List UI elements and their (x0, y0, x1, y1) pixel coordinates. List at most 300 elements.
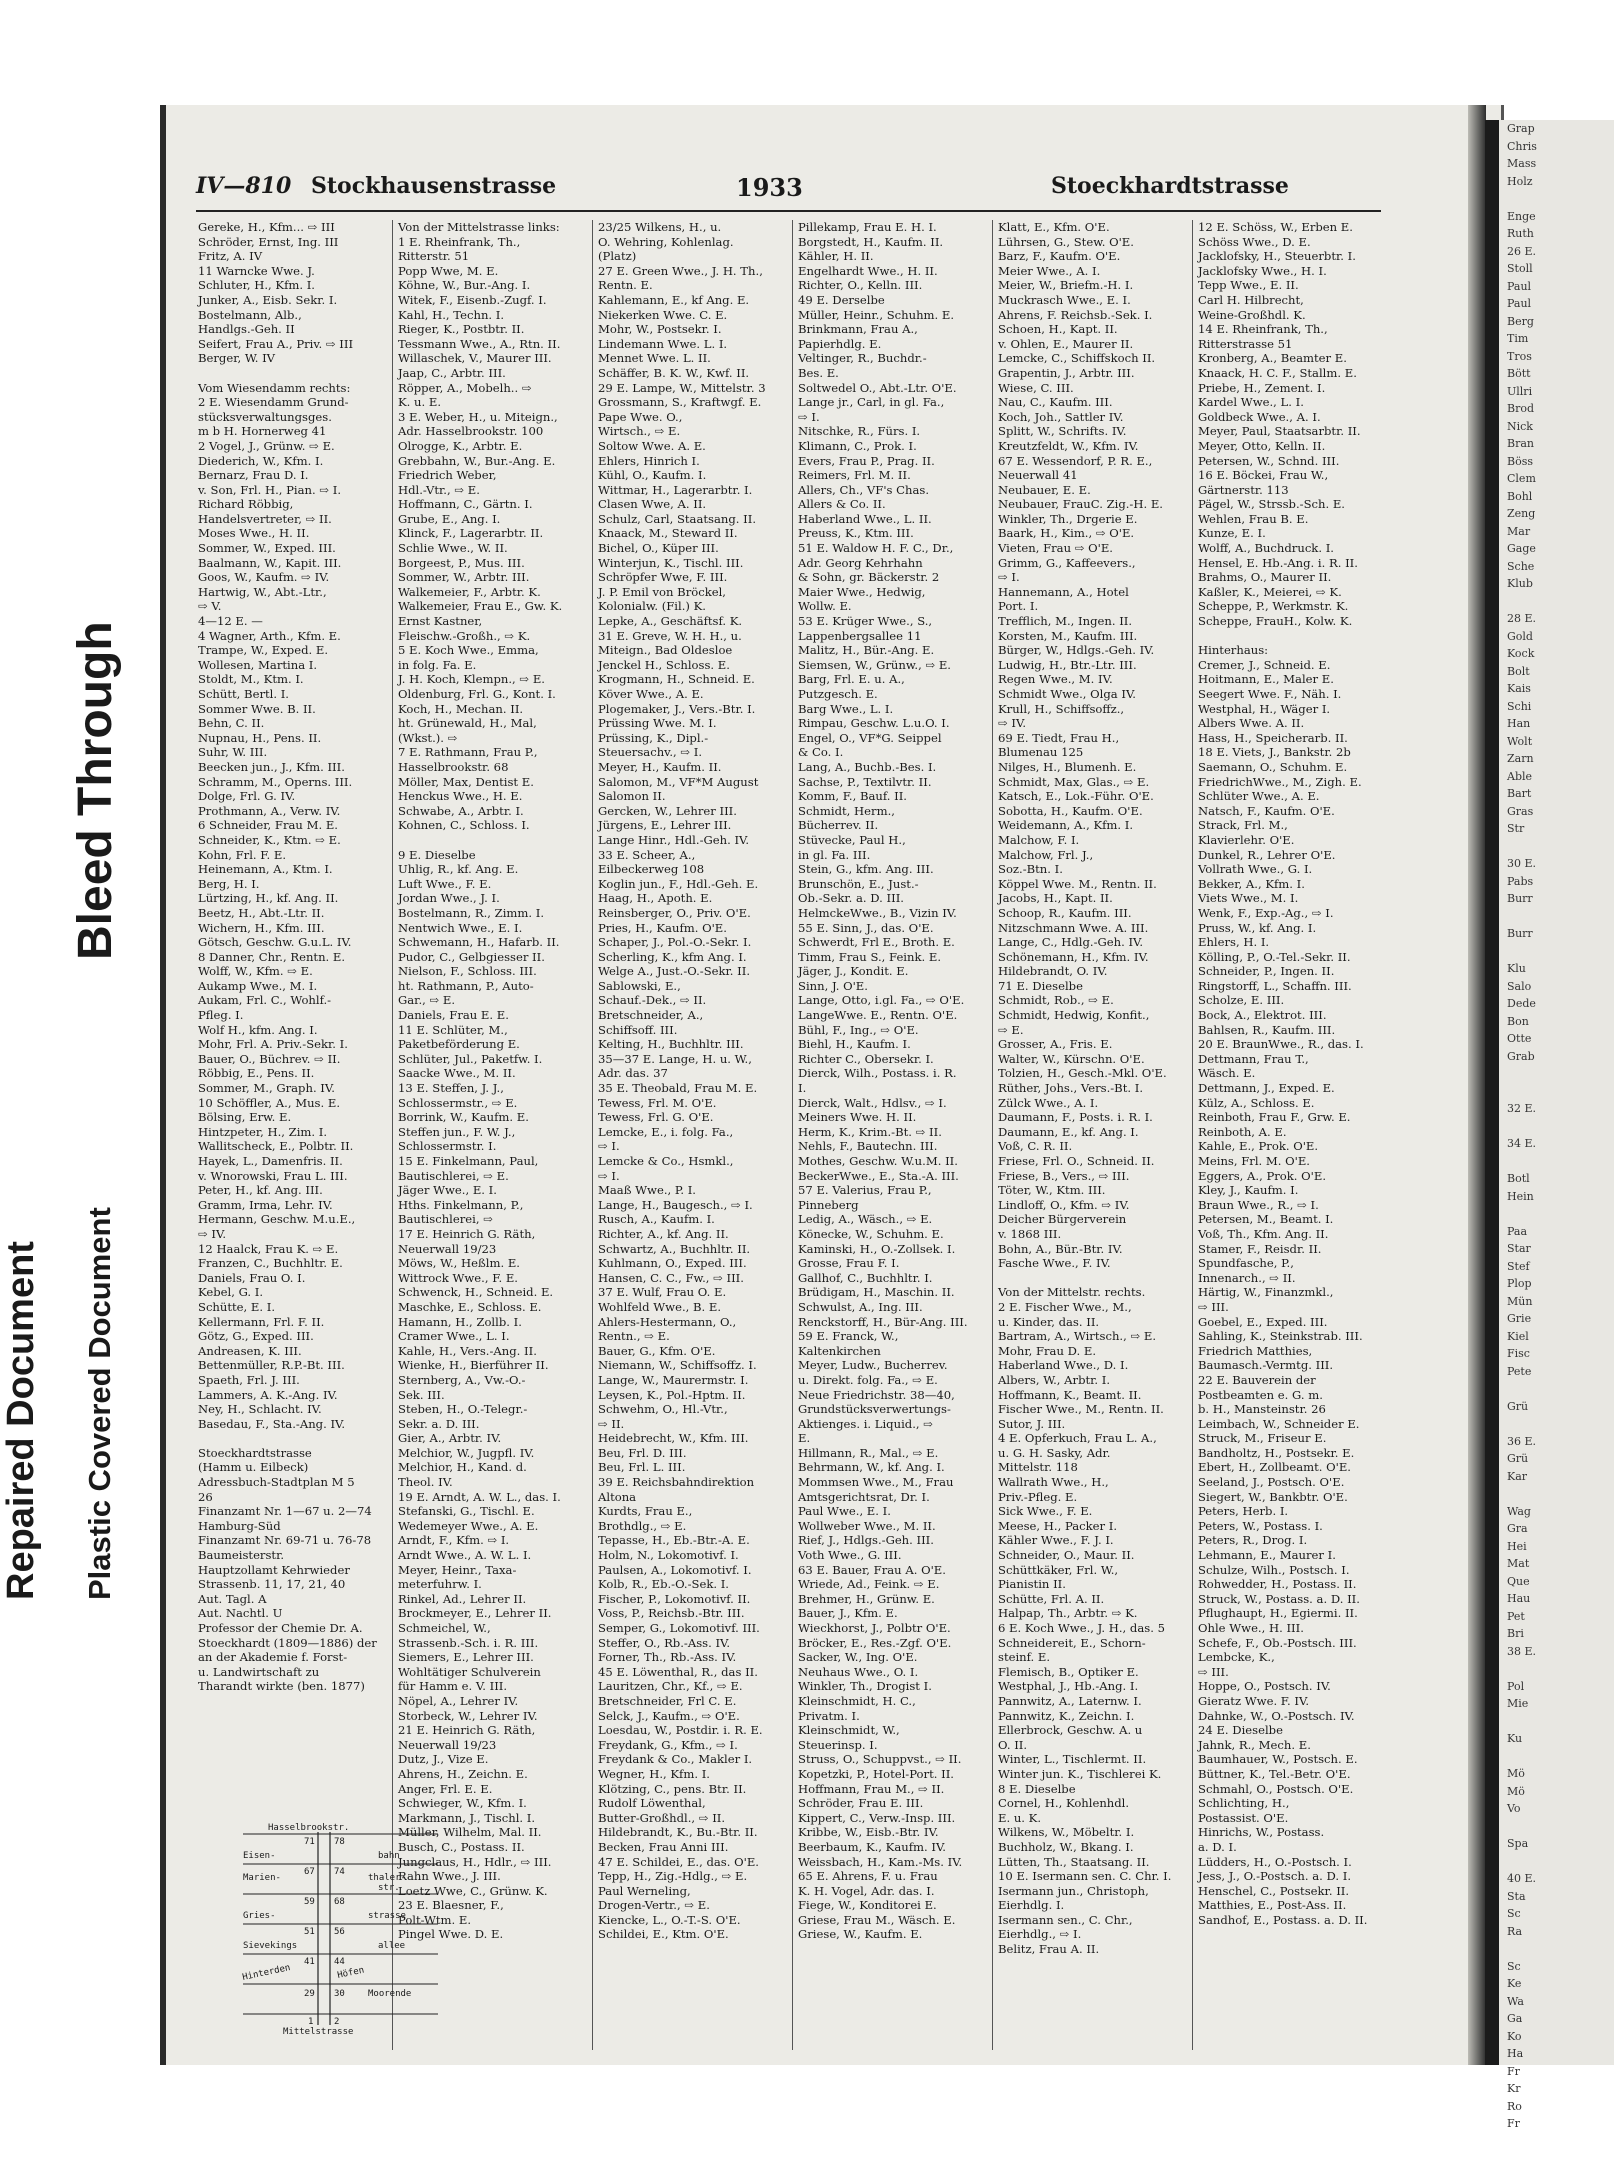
directory-entry: Nitzschmann Wwe. A. III. (998, 920, 1149, 935)
directory-entry: Vieten, Frau ⇨ O'E. (998, 541, 1113, 556)
directory-entry: Hildebrandt, O. IV. (998, 964, 1108, 979)
directory-entry: Selck, J., Kaufm., ⇨ O'E. (598, 1708, 740, 1723)
directory-entry: Koch, H., Mechan. II. (398, 701, 524, 716)
directory-page (160, 105, 1504, 2065)
directory-entry: in folg. Fa. E. (398, 657, 477, 672)
directory-entry: Clasen Wwe, A. II. (598, 497, 707, 512)
directory-entry: Viets Wwe., M. I. (1198, 891, 1299, 906)
directory-entry: Flemisch, B., Optiker E. (998, 1664, 1139, 1679)
directory-entry: Klötzing, C., pens. Btr. II. (598, 1781, 747, 1796)
directory-entry: Natsch, F., Kaufm. O'E. (1198, 803, 1335, 818)
map-label: 2 (334, 2017, 340, 2027)
directory-entry: Dahnke, W., O.-Postsch. IV. (1198, 1708, 1355, 1723)
directory-entry: Stein, G., kfm. Ang. III. (798, 862, 934, 877)
facing-page-fragment: Stef (1507, 1259, 1530, 1273)
directory-entry: Saemann, O., Schuhm. E. (1198, 759, 1348, 774)
facing-page-fragment (1499, 1380, 1614, 1398)
directory-entry: stücksverwaltungsges. (198, 409, 332, 424)
column-4 (798, 220, 988, 2050)
directory-entry: Adr. Georg Kehrhahn (798, 555, 923, 570)
facing-page-fragment: Mün (1507, 1294, 1533, 1308)
directory-entry: Lindemann Wwe. L. I. (598, 336, 728, 351)
directory-entry: Voth Wwe., G. III. (798, 1548, 902, 1563)
directory-entry: Dettmann, Frau T., (1198, 1051, 1309, 1066)
facing-page-fragment (1499, 1818, 1614, 1836)
facing-page-fragment: Bött (1507, 367, 1531, 380)
directory-entry: Freydank & Co., Makler I. (598, 1752, 753, 1767)
directory-entry: Bichel, O., Küper III. (598, 541, 719, 556)
directory-entry: 20 E. BraunWwe., R., das. I. (1198, 1037, 1364, 1052)
directory-entry: Wilkens, W., Möbeltr. I. (998, 1825, 1135, 1840)
book-gutter (1468, 105, 1486, 2065)
facing-page-fragment: Tim (1507, 332, 1529, 345)
facing-page-fragment (1499, 1065, 1614, 1083)
directory-entry: Sandhof, E., Postass. a. D. II. (1198, 1912, 1368, 1927)
facing-page-fragment (1499, 1205, 1614, 1223)
facing-page-fragment: Paul (1507, 279, 1532, 293)
directory-entry: Mohr, W., Postsekr. I. (598, 322, 722, 337)
directory-entry: BeckerWwe., E., Sta.-A. III. (798, 1168, 959, 1183)
directory-entry: Schauf.-Dek., ⇨ II. (598, 993, 707, 1008)
directory-entry: Mittelstr. 118 (998, 1460, 1078, 1475)
directory-entry: 23/25 Wilkens, H., u. (598, 220, 722, 234)
directory-entry: Pflughaupt, H., Egiermi. II. (1198, 1606, 1358, 1621)
directory-entry: 8 Danner, Chr., Rentn. E. (198, 949, 346, 964)
directory-entry: Nöpel, A., Lehrer IV. (398, 1693, 519, 1708)
facing-page-fragment: Pabs (1507, 874, 1534, 888)
directory-entry: Eierhdlg. I. (998, 1898, 1065, 1913)
directory-entry: Stamer, F., Reisdr. II. (1198, 1241, 1322, 1256)
directory-entry: Götz, G., Exped. III. (198, 1329, 314, 1344)
directory-entry: Lührsen, G., Stew. O'E. (998, 234, 1134, 249)
directory-entry: HelmckeWwe., B., Vizin IV. (798, 905, 957, 920)
directory-entry: Neubauer, E. E. (998, 482, 1091, 497)
directory-entry: Schulze, Wilh., Postsch. I. (1198, 1562, 1350, 1577)
directory-entry: Rohwedder, H., Postass. II. (1198, 1577, 1357, 1592)
directory-entry: Fasche Wwe., F. IV. (998, 1256, 1111, 1271)
facing-page-fragment: Hein (1507, 1189, 1534, 1203)
facing-page-fragment: Mie (1507, 1697, 1529, 1710)
directory-entry: Ringstorff, L., Schaffn. III. (1198, 978, 1352, 993)
directory-entry: Külz, A., Schloss. E. (1198, 1095, 1315, 1110)
directory-entry: Beu, Frl. L. III. (598, 1460, 686, 1475)
column-divider (592, 220, 593, 2050)
directory-entry: Rief, J., Hdlgs.-Geh. III. (798, 1533, 934, 1548)
directory-entry: Von der Mittelstr. rechts. (998, 1285, 1146, 1300)
column-divider (992, 220, 993, 2050)
directory-entry: Aktienges. i. Liquid., ⇨ (798, 1416, 933, 1431)
directory-entry: Schlüter, Jul., Paketfw. I. (398, 1051, 543, 1066)
directory-entry: Voß, Th., Kfm. Ang. II. (1198, 1226, 1329, 1241)
directory-entry: m b H. Hornerweg 41 (198, 424, 327, 439)
directory-entry: Wehlen, Frau B. E. (1198, 511, 1309, 526)
directory-entry: Priv.-Pfleg. E. (998, 1489, 1078, 1504)
map-label: Mittelstrasse (283, 2027, 354, 2037)
facing-page-fragment: Enge (1507, 209, 1536, 223)
directory-entry: Splitt, W., Schrifts. IV. (998, 424, 1127, 439)
facing-page-fragment: Bri (1507, 1627, 1524, 1640)
directory-entry: Meese, H., Packer I. (998, 1518, 1118, 1533)
directory-entry: Friese, Frl. O., Schneid. II. (998, 1154, 1155, 1168)
directory-entry: Ehlers, H. I. (1198, 935, 1270, 950)
facing-page-fragment: Salo (1507, 979, 1532, 993)
plastic-label-text: Plastic Covered Document (82, 1207, 117, 1600)
directory-entry: Kippert, C., Verw.-Insp. III. (798, 1810, 956, 1825)
directory-entry: Lange, C., Hdlg.-Geh. IV. (998, 935, 1144, 950)
directory-entry: Lepke, A., Geschäftsf. K. (598, 614, 743, 629)
directory-entry: Bekker, A., Kfm. I. (1198, 876, 1305, 891)
directory-entry: v. Ohlen, E., Maurer II. (998, 336, 1134, 351)
directory-entry: ⇨ IV. (198, 1226, 227, 1241)
directory-entry: ⇨ III. (1198, 1299, 1229, 1314)
directory-entry: Schmahl, O., Postsch. O'E. (1198, 1781, 1354, 1796)
directory-entry: Rinkel, Ad., Lehrer II. (398, 1591, 527, 1606)
directory-entry: Sommer, M., Graph. IV. (198, 1081, 335, 1096)
directory-entry: u. Landwirtschaft zu (198, 1664, 320, 1679)
directory-entry: Henschel, C., Postsekr. II. (1198, 1883, 1350, 1898)
directory-entry: Seifert, Frau A., Priv. ⇨ III (198, 336, 354, 351)
directory-entry: Paketbeförderung E. (398, 1037, 520, 1052)
directory-entry: Malchow, Frl. J., (998, 847, 1094, 862)
repaired-label-text: Repaired Document (0, 1241, 42, 1600)
directory-entry: Steffer, O., Rb.-Ass. IV. (598, 1635, 731, 1650)
facing-page-fragment: Kar (1507, 1469, 1528, 1483)
directory-entry: Fischer Wwe., M., Rentn. II. (998, 1402, 1164, 1417)
directory-entry: Spaeth, Frl. J. III. (198, 1372, 300, 1387)
directory-entry: Strassenb.-Sch. i. R. III. (398, 1635, 539, 1650)
directory-entry: Bautischlerei, ⇨ E. (398, 1168, 509, 1183)
facing-page-fragment: Ko (1507, 2029, 1522, 2043)
directory-entry: (Platz) (598, 249, 637, 264)
directory-entry: Klatt, E., Kfm. O'E. (998, 220, 1110, 234)
directory-entry: Allers & Co. II. (798, 497, 886, 512)
directory-entry: Behn, C. II. (198, 716, 265, 731)
directory-entry: Krull, H., Schiffsoffz., (998, 701, 1125, 716)
directory-entry: Dolge, Frl. G. IV. (198, 789, 296, 804)
directory-entry: 15 E. Finkelmann, Paul, (398, 1154, 539, 1168)
directory-entry: Bauer, O., Büchrev. ⇨ II. (198, 1051, 341, 1066)
directory-entry: Bandholtz, H., Postsekr. E. (1198, 1445, 1355, 1460)
directory-entry: 22 E. Bauverein der (1198, 1372, 1316, 1387)
directory-entry: Steffen jun., F. W. J., (398, 1124, 516, 1139)
directory-entry: Jäger, J., Kondit. E. (798, 964, 909, 979)
directory-entry: 16 E. Böckei, Frau W., (1198, 468, 1329, 483)
street-map-diagram (238, 1820, 448, 2037)
column-3 (598, 220, 788, 2050)
map-label: Hasselbrookstr. (268, 1823, 350, 1833)
directory-entry (998, 1271, 1188, 1286)
directory-entry: Wollesen, Martina I. (198, 657, 318, 672)
directory-entry: Schmidt, Herm., (798, 803, 895, 818)
directory-entry: Suhr, W. III. (198, 745, 268, 760)
directory-entry: Lütten, Th., Staatsang. II. (998, 1854, 1150, 1869)
facing-page-fragment: Grab (1507, 1049, 1535, 1063)
facing-page-fragment (1499, 190, 1614, 208)
directory-entry: Schwehm, O., Hl.-Vtr., (598, 1402, 728, 1417)
directory-entry: Härtig, W., Finanzmkl., (1198, 1285, 1334, 1300)
left-street-heading: Stockhausenstrasse (311, 173, 557, 199)
map-label: Gries- (243, 1911, 276, 1921)
directory-entry: Hartwig, W., Abt.-Ltr., (198, 584, 327, 599)
directory-entry: Meier, W., Briefm.-H. I. (998, 278, 1134, 293)
directory-entry: Pingel Wwe. D. E. (398, 1927, 504, 1942)
directory-entry: Pfleg. I. (198, 1008, 244, 1023)
directory-entry: Baark, H., Kim., ⇨ O'E. (998, 526, 1135, 541)
map-label: Moorende (368, 1989, 412, 1999)
directory-entry: Schöss Wwe., D. E. (1198, 234, 1311, 249)
directory-entry: Lange, Otto, i.gl. Fa., ⇨ O'E. (798, 993, 965, 1008)
directory-entry: Schlichting, H., (1198, 1796, 1290, 1811)
directory-entry: Hoffmann, Frau M., ⇨ II. (798, 1781, 945, 1796)
directory-entry: Sutor, J. III. (998, 1416, 1066, 1431)
directory-entry: Rentn., ⇨ E. (598, 1329, 670, 1344)
directory-entry: Fleischw.-Großh., ⇨ K. (398, 628, 531, 643)
directory-entry: Peters, R., Drog. I. (1198, 1533, 1308, 1548)
directory-entry: Pape Wwe. O., (598, 409, 683, 424)
directory-entry: Kribbe, W., Eisb.-Btr. IV. (798, 1825, 939, 1840)
directory-entry: Hoffmann, C., Gärtn. I. (398, 497, 533, 512)
directory-entry: Jenckel H., Schloss. E. (598, 657, 730, 672)
directory-entry: Hildebrandt, K., Bu.-Btr. II. (598, 1825, 758, 1840)
directory-entry: ⇨ V. (198, 599, 222, 614)
directory-entry: Kronberg, A., Beamter E. (1198, 351, 1347, 366)
column-1 (198, 220, 388, 1780)
directory-entry: 10 E. Isermann sen. C. Chr. I. (998, 1869, 1172, 1884)
directory-entry: 5 E. Koch Wwe., Emma, (398, 643, 539, 658)
facing-page-fragment: Ro (1507, 2099, 1522, 2113)
directory-entry: 12 E. Schöss, W., Erben E. (1198, 220, 1353, 234)
directory-entry: Veltinger, R., Buchdr.- (798, 351, 927, 366)
directory-entry (198, 1431, 388, 1446)
directory-entry: u. Direkt. folg. Fa., ⇨ E. (798, 1372, 938, 1387)
directory-entry: Kopetzki, P., Hotel-Port. II. (798, 1766, 954, 1781)
facing-page-fragment (1499, 1485, 1614, 1503)
directory-entry: 2 Vogel, J., Grünw. ⇨ E. (198, 438, 335, 453)
facing-page-fragment: Hei (1507, 1539, 1527, 1553)
facing-page-fragment: Pet (1507, 1609, 1525, 1623)
directory-entry: Peter, H., kf. Ang. III. (198, 1183, 323, 1198)
directory-entry: Friese, B., Vers., ⇨ III. (998, 1168, 1130, 1183)
directory-entry: Kahle, H., Vers.-Ang. II. (398, 1343, 537, 1358)
facing-page-fragment: 40 E. (1507, 1872, 1537, 1885)
directory-entry: Melchior, H., Kand. d. (398, 1460, 527, 1475)
directory-entry: Schüttkäker, Frl. W., (998, 1562, 1119, 1577)
facing-page-fragment: Sta (1507, 1889, 1526, 1903)
directory-entry: 9 E. Dieselbe (398, 847, 476, 862)
directory-entry: Meyer, Otto, Kelln. II. (1198, 438, 1326, 453)
directory-entry: v. Son, Frl. H., Pian. ⇨ I. (198, 482, 342, 497)
directory-entry: Lange, W., Maurermstr. I. (598, 1372, 749, 1387)
facing-page-fragment: Zeng (1507, 507, 1536, 520)
directory-entry: Ahlers-Hestermann, O., (598, 1314, 737, 1329)
facing-page-fragment: Gra (1507, 1522, 1528, 1535)
directory-entry: Wohltätiger Schulverein (398, 1664, 541, 1679)
directory-entry: Schwartz, A., Buchhltr. II. (598, 1241, 751, 1256)
directory-entry: Kaßler, K., Meierei, ⇨ K. (1198, 584, 1342, 599)
directory-entry: 4 Wagner, Arth., Kfm. E. (198, 628, 341, 643)
directory-entry: Neubauer, FrauC. Zig.-H. E. (998, 497, 1163, 512)
directory-entry: Sommer Wwe. B. II. (198, 701, 316, 716)
column-6 (1198, 220, 1388, 2050)
directory-entry: 37 E. Wulf, Frau O. E. (598, 1285, 727, 1300)
directory-entry: Strack, Frl. M., (1198, 818, 1288, 833)
facing-page-fragment: Botl (1507, 1172, 1530, 1185)
directory-entry: Pannwitz, K., Zeichn. I. (998, 1708, 1135, 1723)
directory-entry: Schmidt Wwe., Olga IV. (998, 687, 1136, 701)
directory-entry: Scheppe, P., Werkmstr. K. (1198, 599, 1349, 614)
directory-entry: Schütte, Frl. A. II. (998, 1591, 1105, 1606)
directory-entry: Scheppe, FrauH., Kolw. K. (1198, 614, 1353, 629)
facing-page-fragment (1499, 908, 1614, 926)
facing-page-fragment: Klub (1507, 577, 1533, 590)
directory-entry: Schütt, Bertl. I. (198, 687, 289, 701)
directory-entry: Büttner, K., Tel.-Betr. O'E. (1198, 1766, 1351, 1781)
directory-entry: Hasselbrookstr. 68 (398, 759, 509, 774)
directory-entry: Jäger Wwe., E. I. (398, 1183, 497, 1198)
directory-entry: Salomon, M., VF*M August (598, 774, 759, 789)
directory-entry: Kaminski, H., O.-Zollsek. I. (798, 1241, 956, 1256)
directory-entry: Schwulst, A., Ing. III. (798, 1299, 923, 1314)
directory-entry: J. P. Emil von Bröckel, (598, 584, 726, 599)
facing-page-fragment: Fisc (1507, 1347, 1530, 1360)
directory-entry: Handelsvertreter, ⇨ II. (198, 511, 332, 526)
directory-entry: Sick Wwe., F. E. (998, 1504, 1093, 1519)
directory-entry: Mohr, Frau D. E. (998, 1343, 1097, 1358)
directory-entry: Ney, H., Schlacht. IV. (198, 1402, 322, 1417)
directory-entry: Schmidt, Rob., ⇨ E. (998, 993, 1114, 1008)
directory-entry: 35 E. Theobald, Frau M. E. (598, 1081, 758, 1096)
facing-page-fragment: Ku (1507, 1732, 1523, 1745)
directory-entry: Soltwedel O., Abt.-Ltr. O'E. (798, 380, 957, 395)
facing-page-fragment: Able (1507, 769, 1533, 783)
directory-entry: Pinneberg (798, 1197, 859, 1212)
directory-entry: Tepasse, H., Eb.-Btr.-A. E. (598, 1533, 750, 1548)
directory-entry: Vollrath Wwe., G. I. (1198, 862, 1313, 877)
directory-entry: Olrogge, K., Arbtr. E. (398, 438, 523, 453)
directory-entry: Aut. Tagl. A (198, 1591, 267, 1606)
right-street-heading: Stoeckhardtstrasse (1051, 173, 1289, 199)
directory-entry: Schneider, O., Maur. II. (998, 1548, 1135, 1563)
directory-entry: Steben, H., O.-Telegr.- (398, 1402, 528, 1417)
directory-entry: Hensel, E. Hb.-Ang. i. R. II. (1198, 555, 1358, 570)
directory-entry: Struss, O., Schuppvst., ⇨ II. (798, 1752, 962, 1767)
directory-entry: Cornel, H., Kohlenhdl. (998, 1796, 1130, 1811)
directory-entry: 23 E. Blaesner, F., (398, 1898, 504, 1913)
directory-entry: Wallrath Wwe., H., (998, 1475, 1109, 1490)
directory-entry: 3 E. Weber, H., u. Miteign., (398, 409, 558, 424)
directory-entry: Bahlsen, R., Kaufm. III. (1198, 1022, 1336, 1037)
map-label: 56 (334, 1927, 345, 1937)
directory-entry: Schiffsoff. III. (598, 1022, 678, 1037)
facing-page-fragment: Burr (1507, 927, 1533, 940)
directory-entry: ht. Grünewald, H., Mal, (398, 716, 537, 731)
directory-entry: Meins, Frl. M. O'E. (1198, 1154, 1310, 1168)
directory-entry: Bauer, J., Kfm. E. (798, 1606, 898, 1621)
directory-entry: Tepp Wwe., E. II. (1198, 278, 1299, 293)
directory-entry: ⇨ I. (598, 1139, 620, 1154)
directory-entry: Jungclaus, H., Hdlr., ⇨ III. (398, 1854, 552, 1869)
directory-entry: Hermann, Geschw. M.u.E., (198, 1212, 356, 1227)
column-divider (392, 220, 393, 2050)
directory-entry: Kardel Wwe., L. I. (1198, 395, 1304, 410)
directory-entry: Braun Wwe., R., ⇨ I. (1198, 1197, 1319, 1212)
directory-entry: Pudor, C., Gelbgiesser II. (398, 949, 545, 964)
directory-entry: Westphal, H., Wäger I. (1198, 701, 1331, 716)
directory-entry: Nielson, F., Schloss. III. (398, 964, 537, 979)
directory-entry: Prüssing, K., Dipl.- (598, 730, 709, 745)
facing-page-fragment (1499, 1853, 1614, 1871)
map-label: strasse (368, 1911, 406, 1921)
directory-entry: Engelhardt Wwe., H. II. (798, 263, 938, 278)
directory-entry: 24 E. Dieselbe (1198, 1723, 1283, 1738)
directory-entry: Biehl, H., Kaufm. I. (798, 1037, 911, 1052)
directory-entry: Katsch, E., Lok.-Führ. O'E. (998, 789, 1154, 804)
directory-entry: Reinboth, A. E. (1198, 1124, 1287, 1139)
facing-page-fragment: Dede (1507, 997, 1536, 1010)
facing-page-fragment: Sc (1507, 1907, 1521, 1920)
directory-entry: Schröpfer Wwe, F. III. (598, 570, 728, 585)
directory-entry: 49 E. Derselbe (798, 292, 885, 307)
facing-page-fragment: Han (1507, 717, 1531, 730)
directory-entry: Finanzamt Nr. 1—67 u. 2—74 (198, 1504, 372, 1519)
directory-entry: Jacobs, H., Kapt. II. (998, 891, 1113, 906)
directory-entry: Basedau, F., Sta.-Ang. IV. (198, 1416, 346, 1431)
directory-entry: Sinn, J. O'E. (798, 978, 868, 993)
directory-entry: Eilbeckerweg 108 (598, 862, 705, 877)
directory-entry: Maier Wwe., Hedwig, (798, 584, 926, 599)
directory-entry: 12 Haalck, Frau K. ⇨ E. (198, 1241, 339, 1256)
directory-entry: Allers, Ch., VF's Chas. (798, 482, 930, 497)
directory-entry: Preuss, K., Ktm. III. (798, 526, 914, 541)
directory-entry: Hths. Finkelmann, P., (398, 1197, 524, 1212)
directory-entry: Grapentin, J., Arbtr. III. (998, 365, 1135, 380)
directory-entry: Wohlfeld Wwe., B. E. (598, 1299, 722, 1314)
directory-entry: ⇨ I. (598, 1168, 620, 1183)
directory-entry: Barg, Frl. E. u. A., (798, 672, 905, 687)
facing-page-fragment: Mö (1507, 1784, 1525, 1798)
directory-entry: Sablowski, E., (598, 978, 681, 993)
directory-entry: b. H., Mansteinstr. 26 (1198, 1402, 1326, 1417)
directory-entry: Scholze, E. III. (1198, 993, 1285, 1008)
directory-entry: Siemsen, W., Grünw., ⇨ E. (798, 657, 951, 672)
directory-entry: Schoop, R., Kaufm. III. (998, 905, 1132, 920)
facing-page-fragment: Bohl (1507, 489, 1533, 503)
directory-entry: 45 E. Löwenthal, R., das II. (598, 1664, 758, 1679)
directory-entry: ht. Rathmann, P., Auto- (398, 978, 534, 993)
directory-entry: Müller, Wilhelm, Mal. II. (398, 1825, 542, 1840)
directory-entry: Semper, G., Lokomotivf. III. (598, 1621, 760, 1635)
directory-entry: Bostelmann, R., Zimm. I. (398, 905, 545, 920)
directory-entry: Siegert, W., Bankbtr. O'E. (1198, 1489, 1348, 1504)
directory-entry: Fritz, A. IV (198, 249, 263, 264)
directory-entry: Hintzpeter, H., Zim. I. (198, 1124, 328, 1139)
facing-page-fragment: Ruth (1507, 227, 1534, 240)
directory-entry: Kleinschmidt, W., (798, 1723, 900, 1738)
directory-entry: Beerbaum, K., Kaufm. IV. (798, 1839, 946, 1854)
directory-entry: Beecken jun., J., Kfm. III. (198, 759, 345, 774)
facing-page-fragment: Mass (1507, 157, 1537, 170)
facing-page-fragment: Grü (1507, 1399, 1529, 1413)
map-label: 51 (304, 1927, 315, 1937)
map-label: Marien- (243, 1873, 281, 1883)
directory-entry: Franzen, C., Buchhltr. E. (198, 1256, 343, 1271)
directory-entry: Goldbeck Wwe., A. I. (1198, 409, 1321, 424)
directory-entry: Stoeckhardtstrasse (198, 1445, 312, 1460)
facing-page-fragment: Schi (1507, 699, 1532, 713)
directory-entry: Evers, Frau P., Prag. II. (798, 453, 935, 468)
directory-entry: Cramer Wwe., L. I. (398, 1329, 510, 1344)
directory-entry: Ob.-Sekr. a. D. III. (798, 891, 904, 906)
